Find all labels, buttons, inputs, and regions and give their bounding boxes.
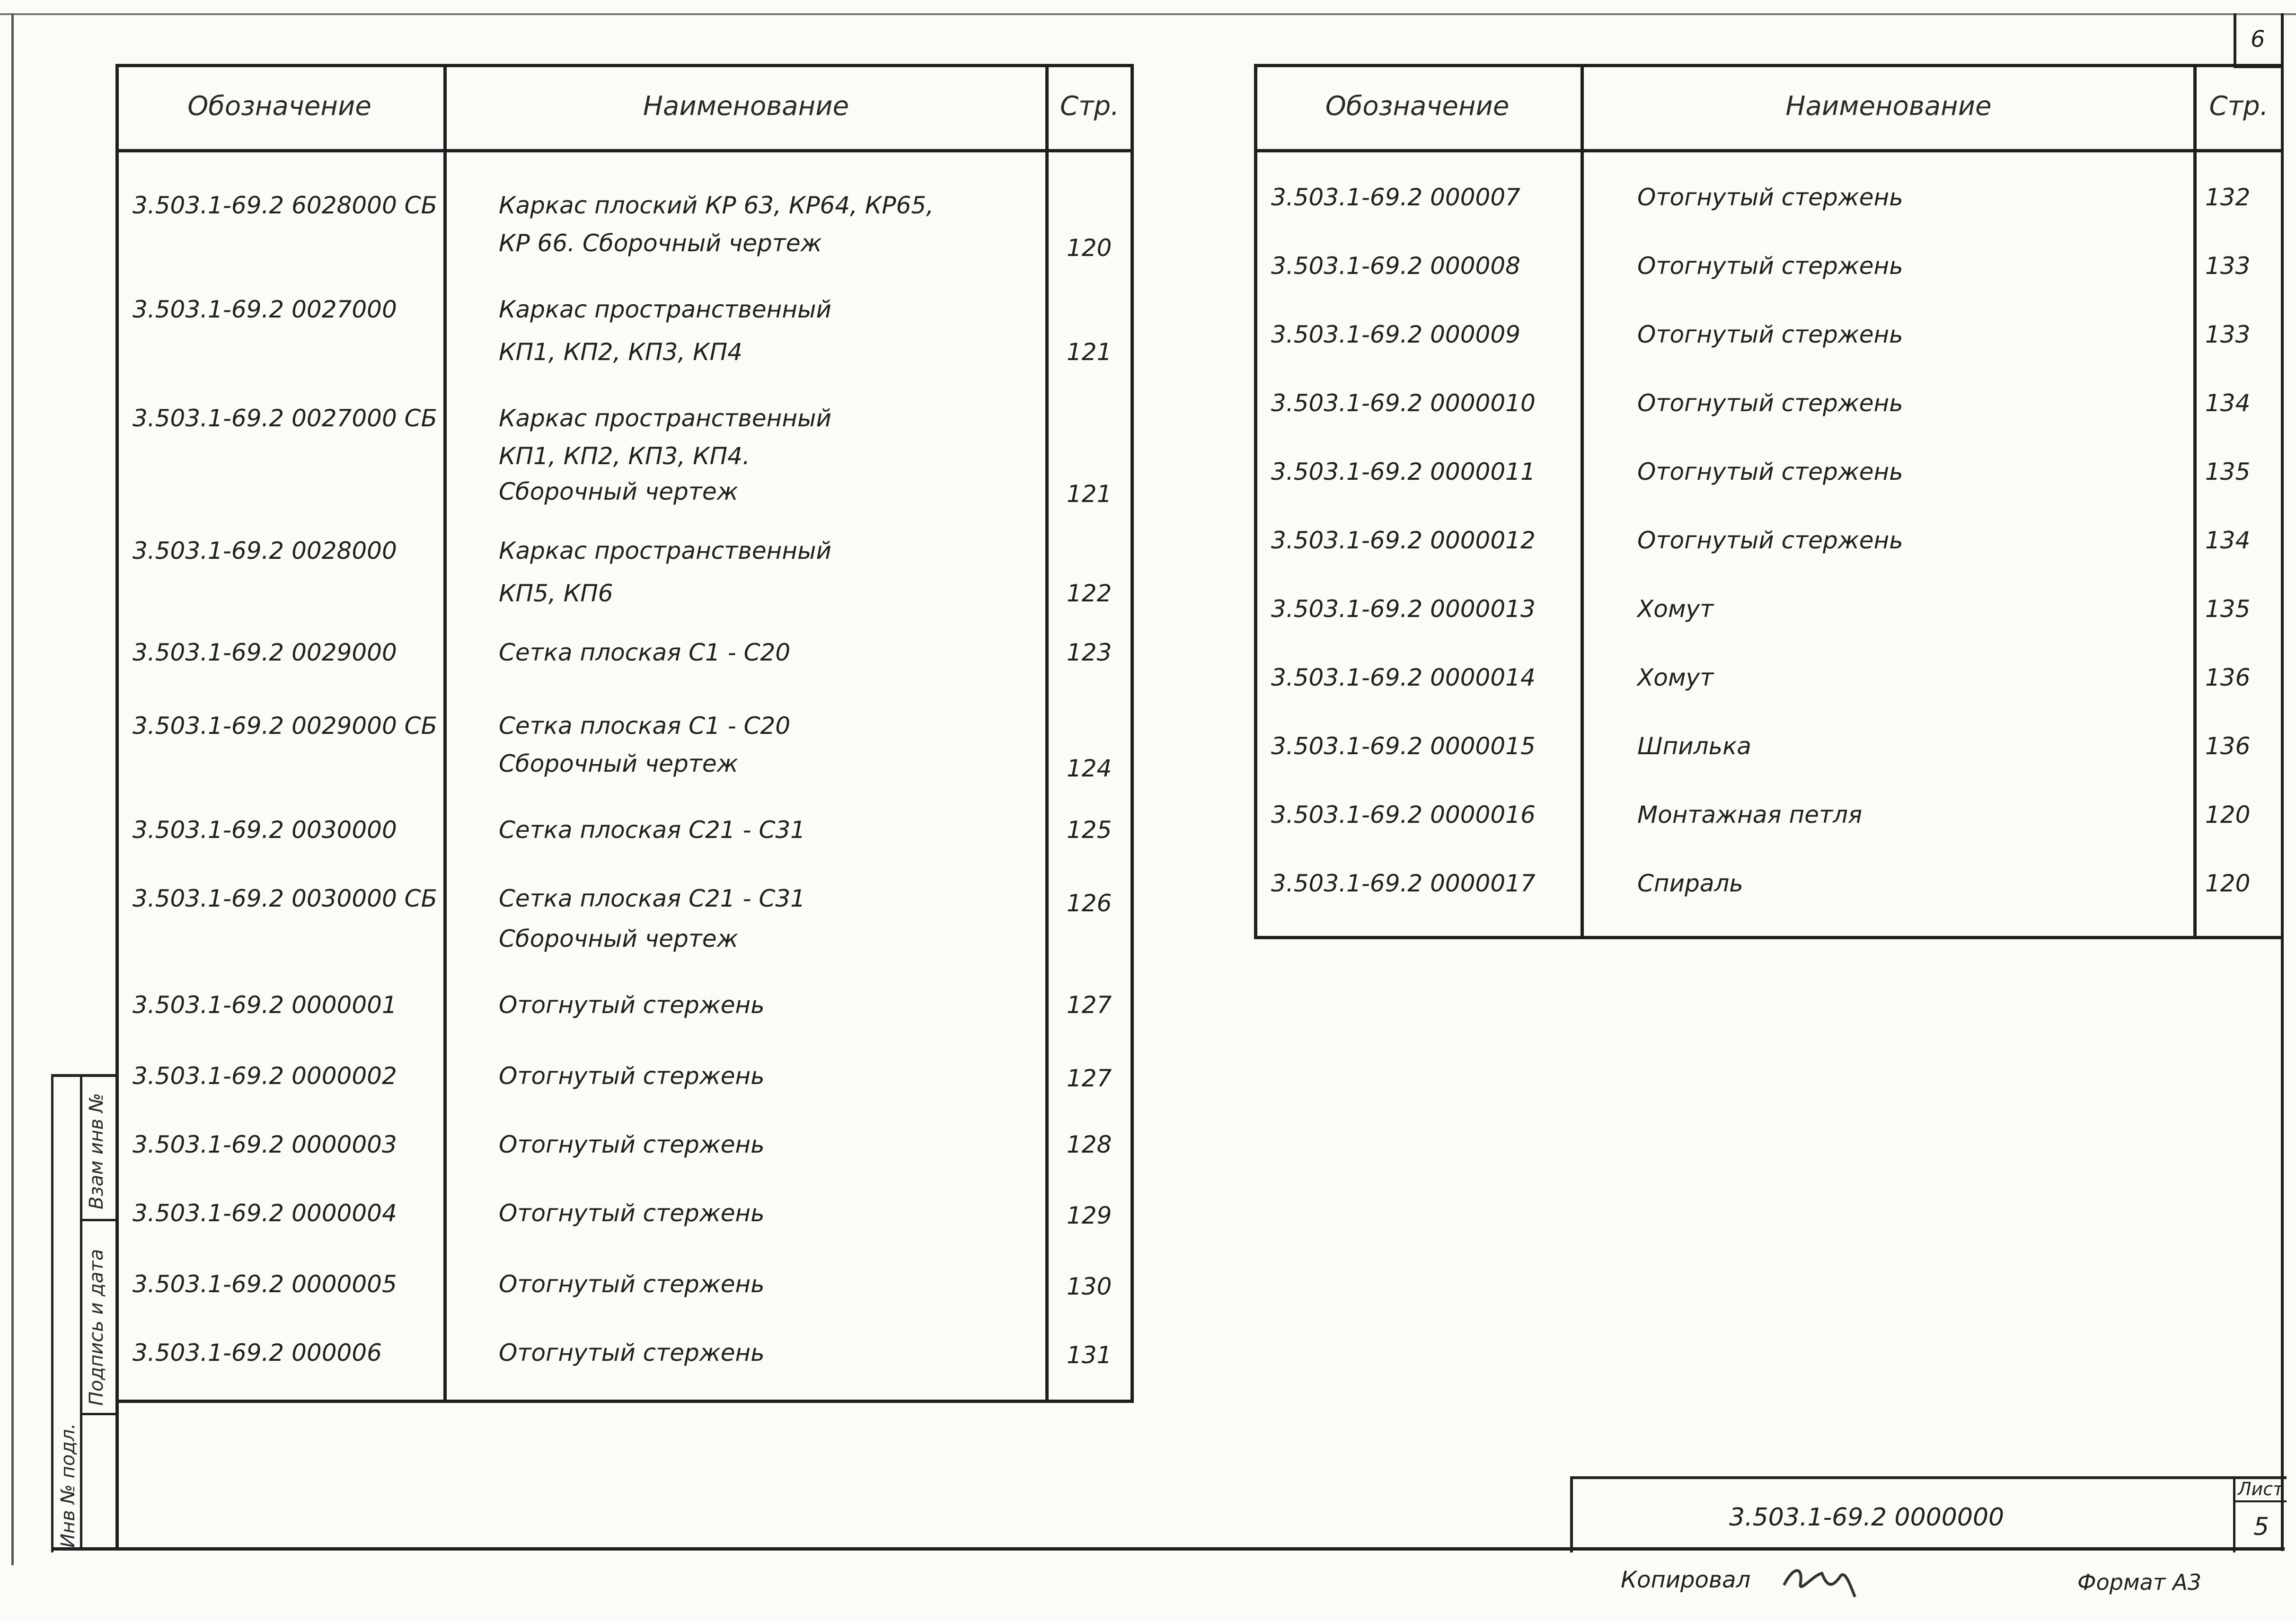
corner-number: 6 [2251,26,2265,53]
name-cell: Отогнутый стержень [499,991,765,1019]
name-cell: Сборочный чертеж [499,750,738,777]
page-cell: 125 [1067,816,1112,844]
designation-cell: 3.503.1-69.2 0027000 СБ [132,405,437,432]
name-cell: Сборочный чертеж [499,478,738,505]
page-cell: 135 [2205,595,2251,623]
designation-cell: 3.503.1-69.2 0000012 [1271,527,1536,554]
page-cell: 123 [1067,639,1112,666]
left-header-designation: Обозначение [187,91,371,122]
page-cell: 132 [2205,184,2251,211]
designation-cell: 3.503.1-69.2 0000002 [132,1062,397,1090]
page-cell: 120 [2205,801,2251,829]
name-cell: Сетка плоская С21 - С31 [499,816,805,844]
name-cell: Отогнутый стержень [1637,389,1903,417]
page-cell: 128 [1067,1131,1112,1158]
left-header-name: Наименование [643,91,849,122]
page-cell: 136 [2205,664,2251,691]
designation-cell: 3.503.1-69.2 000006 [132,1339,382,1366]
name-cell: Отогнутый стержень [499,1270,765,1298]
page-cell: 136 [2205,732,2251,760]
right-header-page: Стр. [2209,91,2269,122]
designation-cell: 3.503.1-69.2 000008 [1271,252,1520,280]
stamp-signature-label: Подпись и дата [86,1249,107,1406]
page-cell: 121 [1067,480,1112,508]
page-cell: 120 [1067,234,1112,262]
page-cell: 124 [1067,755,1112,782]
designation-cell: 3.503.1-69.2 000009 [1271,321,1520,348]
designation-cell: 3.503.1-69.2 0000011 [1271,458,1536,485]
name-cell: Отогнутый стержень [1637,321,1903,348]
designation-cell: 3.503.1-69.2 0029000 [132,639,397,666]
name-cell: Спираль [1637,870,1743,897]
side-stamp [51,1074,118,1552]
right-table [1254,64,2281,939]
name-cell: Каркас пространственный [499,296,832,323]
format-label: Формат А3 [2077,1569,2201,1595]
page-cell: 121 [1067,338,1112,366]
designation-cell: 3.503.1-69.2 6028000 СБ [132,192,437,219]
left-table [115,64,1134,1403]
name-cell: КП5, КП6 [499,580,613,607]
name-cell: Каркас пространственный [499,405,832,432]
name-cell: Отогнутый стержень [499,1199,765,1227]
page-cell: 134 [2205,389,2251,417]
designation-cell: 3.503.1-69.2 0000016 [1271,801,1536,829]
designation-cell: 3.503.1-69.2 0000013 [1271,595,1536,623]
page-cell: 127 [1067,991,1112,1019]
name-cell: Отогнутый стержень [1637,252,1903,280]
page-cell: 130 [1067,1273,1112,1300]
designation-cell: 3.503.1-69.2 0000004 [132,1199,397,1227]
right-header-designation: Обозначение [1325,91,1510,122]
name-cell: Шпилька [1637,732,1751,760]
name-cell: Отогнутый стержень [1637,527,1903,554]
designation-cell: 3.503.1-69.2 0027000 [132,296,397,323]
right-header-name: Наименование [1785,91,1992,122]
name-cell: Сетка плоская С1 - С20 [499,639,791,666]
page-cell: 120 [2205,870,2251,897]
name-cell: Отогнутый стержень [1637,184,1903,211]
name-cell: Монтажная петля [1637,801,1863,829]
name-cell: Сетка плоская С1 - С20 [499,712,791,740]
page-cell: 131 [1067,1341,1112,1369]
name-cell: Каркас пространственный [499,537,832,564]
stamp-inv-label: Инв № подл. [57,1423,79,1548]
stamp-inv-subst-label: Взам инв № [86,1093,107,1209]
designation-cell: 3.503.1-69.2 0000005 [132,1270,397,1298]
designation-cell: 3.503.1-69.2 000007 [1271,184,1520,211]
designation-cell: 3.503.1-69.2 0028000 [132,537,397,564]
name-cell: Отогнутый стержень [499,1131,765,1158]
document-code: 3.503.1-69.2 0000000 [1729,1503,2005,1532]
designation-cell: 3.503.1-69.2 0000003 [132,1131,397,1158]
copied-by-label: Копировал [1621,1567,1751,1593]
page-cell: 126 [1067,890,1112,917]
page-cell: 122 [1067,580,1112,607]
name-cell: КП1, КП2, КП3, КП4 [499,338,742,366]
copier-signature-icon [1779,1557,1864,1609]
sheet-label: Лист [2238,1479,2284,1499]
name-cell: Отогнутый стержень [499,1062,765,1090]
name-cell: Хомут [1637,664,1714,691]
designation-cell: 3.503.1-69.2 0030000 [132,816,397,844]
page-cell: 133 [2205,252,2251,280]
name-cell: Каркас плоский КР 63, КР64, КР65, [499,192,934,219]
name-cell: Отогнутый стержень [499,1339,765,1366]
name-cell: Отогнутый стержень [1637,458,1903,485]
page-cell: 134 [2205,527,2251,554]
page-cell: 127 [1067,1065,1112,1092]
designation-cell: 3.503.1-69.2 0000014 [1271,664,1536,691]
page-cell: 133 [2205,321,2251,348]
name-cell: Сетка плоская С21 - С31 [499,885,805,912]
designation-cell: 3.503.1-69.2 0000001 [132,991,397,1019]
name-cell: КР 66. Сборочный чертеж [499,229,822,257]
designation-cell: 3.503.1-69.2 0000017 [1271,870,1536,897]
corner-number-box [2234,13,2284,68]
left-header-page: Стр. [1060,91,1120,122]
sheet-number: 5 [2253,1513,2270,1541]
designation-cell: 3.503.1-69.2 0000010 [1271,389,1536,417]
designation-cell: 3.503.1-69.2 0030000 СБ [132,885,437,912]
designation-cell: 3.503.1-69.2 0029000 СБ [132,712,437,740]
page-cell: 129 [1067,1202,1112,1229]
name-cell: Сборочный чертеж [499,925,738,952]
designation-cell: 3.503.1-69.2 0000015 [1271,732,1536,760]
title-block [1570,1476,2287,1552]
page-cell: 135 [2205,458,2251,485]
name-cell: КП1, КП2, КП3, КП4. [499,442,750,470]
name-cell: Хомут [1637,595,1714,623]
